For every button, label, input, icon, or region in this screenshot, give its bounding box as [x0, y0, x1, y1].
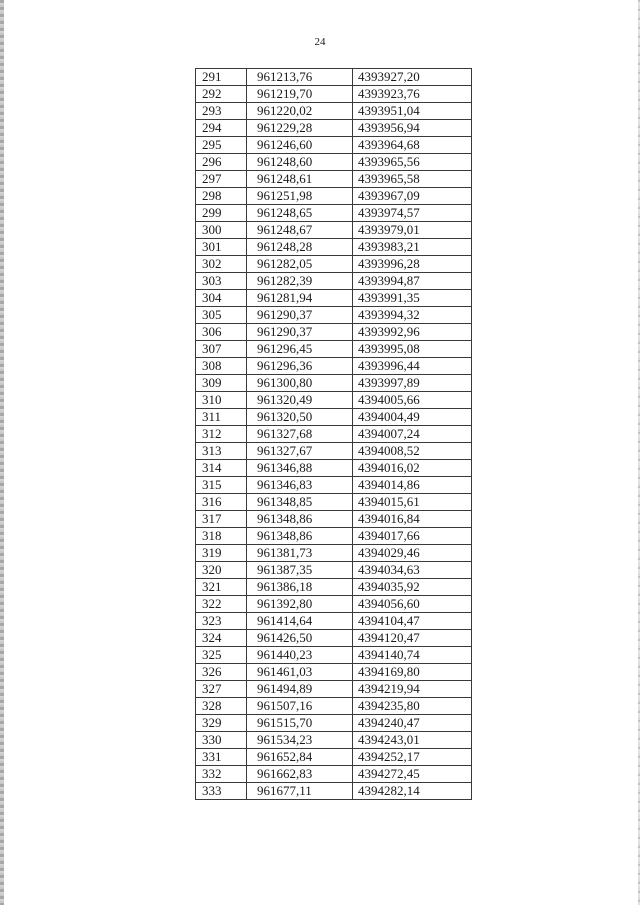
x-coordinate-cell: 961346,83 — [247, 477, 353, 494]
coordinates-table-body — [196, 69, 472, 800]
y-coordinate-cell: 4394035,92 — [353, 579, 472, 596]
y-coordinate-cell: 4394016,02 — [353, 460, 472, 477]
table-row — [196, 579, 472, 596]
x-coordinate-cell: 961282,05 — [247, 256, 353, 273]
y-coordinate-cell: 4394243,01 — [353, 732, 472, 749]
table-row — [196, 528, 472, 545]
point-number-cell: 330 — [196, 732, 247, 749]
point-number-cell: 317 — [196, 511, 247, 528]
x-coordinate-cell: 961381,73 — [247, 545, 353, 562]
table-row — [196, 86, 472, 103]
point-number-cell: 324 — [196, 630, 247, 647]
y-coordinate-cell: 4394004,49 — [353, 409, 472, 426]
x-coordinate-cell: 961296,45 — [247, 341, 353, 358]
table-row — [196, 647, 472, 664]
x-coordinate-cell: 961348,85 — [247, 494, 353, 511]
x-coordinate-cell: 961662,83 — [247, 766, 353, 783]
x-coordinate-cell: 961248,67 — [247, 222, 353, 239]
table-row — [196, 103, 472, 120]
point-number-cell: 327 — [196, 681, 247, 698]
point-number-cell: 319 — [196, 545, 247, 562]
table-row — [196, 596, 472, 613]
x-coordinate-cell: 961461,03 — [247, 664, 353, 681]
point-number-cell: 333 — [196, 783, 247, 800]
x-coordinate-cell: 961346,88 — [247, 460, 353, 477]
table-row — [196, 460, 472, 477]
y-coordinate-cell: 4393994,32 — [353, 307, 472, 324]
y-coordinate-cell: 4394056,60 — [353, 596, 472, 613]
x-coordinate-cell: 961320,50 — [247, 409, 353, 426]
x-coordinate-cell: 961281,94 — [247, 290, 353, 307]
point-number-cell: 320 — [196, 562, 247, 579]
y-coordinate-cell: 4394016,84 — [353, 511, 472, 528]
point-number-cell: 301 — [196, 239, 247, 256]
table-row — [196, 698, 472, 715]
x-coordinate-cell: 961248,65 — [247, 205, 353, 222]
table-row — [196, 511, 472, 528]
x-coordinate-cell: 961251,98 — [247, 188, 353, 205]
point-number-cell: 323 — [196, 613, 247, 630]
table-row — [196, 137, 472, 154]
table-row — [196, 409, 472, 426]
y-coordinate-cell: 4394015,61 — [353, 494, 472, 511]
y-coordinate-cell: 4393967,09 — [353, 188, 472, 205]
table-row — [196, 341, 472, 358]
y-coordinate-cell: 4393979,01 — [353, 222, 472, 239]
point-number-cell: 300 — [196, 222, 247, 239]
x-coordinate-cell: 961507,16 — [247, 698, 353, 715]
y-coordinate-cell: 4394282,14 — [353, 783, 472, 800]
table-row — [196, 307, 472, 324]
point-number-cell: 314 — [196, 460, 247, 477]
point-number-cell: 303 — [196, 273, 247, 290]
y-coordinate-cell: 4393956,94 — [353, 120, 472, 137]
point-number-cell: 309 — [196, 375, 247, 392]
x-coordinate-cell: 961282,39 — [247, 273, 353, 290]
x-coordinate-cell: 961290,37 — [247, 324, 353, 341]
table-row — [196, 222, 472, 239]
point-number-cell: 298 — [196, 188, 247, 205]
point-number-cell: 304 — [196, 290, 247, 307]
point-number-cell: 291 — [196, 69, 247, 86]
table-row — [196, 681, 472, 698]
y-coordinate-cell: 4394219,94 — [353, 681, 472, 698]
y-coordinate-cell: 4394017,66 — [353, 528, 472, 545]
y-coordinate-cell: 4394140,74 — [353, 647, 472, 664]
table-row — [196, 749, 472, 766]
x-coordinate-cell: 961300,80 — [247, 375, 353, 392]
x-coordinate-cell: 961219,70 — [247, 86, 353, 103]
y-coordinate-cell: 4393974,57 — [353, 205, 472, 222]
point-number-cell: 312 — [196, 426, 247, 443]
x-coordinate-cell: 961652,84 — [247, 749, 353, 766]
y-coordinate-cell: 4393996,28 — [353, 256, 472, 273]
y-coordinate-cell: 4393927,20 — [353, 69, 472, 86]
x-coordinate-cell: 961348,86 — [247, 511, 353, 528]
x-coordinate-cell: 961426,50 — [247, 630, 353, 647]
point-number-cell: 292 — [196, 86, 247, 103]
x-coordinate-cell: 961494,89 — [247, 681, 353, 698]
y-coordinate-cell: 4394272,45 — [353, 766, 472, 783]
point-number-cell: 329 — [196, 715, 247, 732]
table-row — [196, 290, 472, 307]
y-coordinate-cell: 4394240,47 — [353, 715, 472, 732]
table-row — [196, 205, 472, 222]
y-coordinate-cell: 4393965,58 — [353, 171, 472, 188]
point-number-cell: 321 — [196, 579, 247, 596]
y-coordinate-cell: 4393995,08 — [353, 341, 472, 358]
point-number-cell: 294 — [196, 120, 247, 137]
point-number-cell: 316 — [196, 494, 247, 511]
y-coordinate-cell: 4394005,66 — [353, 392, 472, 409]
y-coordinate-cell: 4394007,24 — [353, 426, 472, 443]
y-coordinate-cell: 4393923,76 — [353, 86, 472, 103]
x-coordinate-cell: 961386,18 — [247, 579, 353, 596]
x-coordinate-cell: 961440,23 — [247, 647, 353, 664]
point-number-cell: 302 — [196, 256, 247, 273]
x-coordinate-cell: 961213,76 — [247, 69, 353, 86]
table-row — [196, 426, 472, 443]
x-coordinate-cell: 961220,02 — [247, 103, 353, 120]
point-number-cell: 311 — [196, 409, 247, 426]
page-number: 24 — [314, 36, 326, 48]
x-coordinate-cell: 961348,86 — [247, 528, 353, 545]
y-coordinate-cell: 4394104,47 — [353, 613, 472, 630]
table-row — [196, 324, 472, 341]
x-coordinate-cell: 961248,60 — [247, 154, 353, 171]
table-row — [196, 766, 472, 783]
table-row — [196, 358, 472, 375]
x-coordinate-cell: 961320,49 — [247, 392, 353, 409]
point-number-cell: 308 — [196, 358, 247, 375]
x-coordinate-cell: 961246,60 — [247, 137, 353, 154]
point-number-cell: 310 — [196, 392, 247, 409]
y-coordinate-cell: 4393994,87 — [353, 273, 472, 290]
point-number-cell: 305 — [196, 307, 247, 324]
x-coordinate-cell: 961677,11 — [247, 783, 353, 800]
point-number-cell: 331 — [196, 749, 247, 766]
x-coordinate-cell: 961248,28 — [247, 239, 353, 256]
table-row — [196, 443, 472, 460]
y-coordinate-cell: 4393983,21 — [353, 239, 472, 256]
table-row — [196, 494, 472, 511]
y-coordinate-cell: 4394120,47 — [353, 630, 472, 647]
y-coordinate-cell: 4393965,56 — [353, 154, 472, 171]
y-coordinate-cell: 4393964,68 — [353, 137, 472, 154]
point-number-cell: 328 — [196, 698, 247, 715]
table-row — [196, 715, 472, 732]
table-row — [196, 120, 472, 137]
x-coordinate-cell: 961290,37 — [247, 307, 353, 324]
x-coordinate-cell: 961534,23 — [247, 732, 353, 749]
table-row — [196, 239, 472, 256]
y-coordinate-cell: 4393996,44 — [353, 358, 472, 375]
point-number-cell: 299 — [196, 205, 247, 222]
y-coordinate-cell: 4394034,63 — [353, 562, 472, 579]
table-row — [196, 154, 472, 171]
x-coordinate-cell: 961515,70 — [247, 715, 353, 732]
table-row — [196, 273, 472, 290]
y-coordinate-cell: 4394014,86 — [353, 477, 472, 494]
y-coordinate-cell: 4394235,80 — [353, 698, 472, 715]
table-row — [196, 188, 472, 205]
x-coordinate-cell: 961248,61 — [247, 171, 353, 188]
x-coordinate-cell: 961327,68 — [247, 426, 353, 443]
x-coordinate-cell: 961387,35 — [247, 562, 353, 579]
point-number-cell: 318 — [196, 528, 247, 545]
x-coordinate-cell: 961392,80 — [247, 596, 353, 613]
point-number-cell: 322 — [196, 596, 247, 613]
y-coordinate-cell: 4394169,80 — [353, 664, 472, 681]
table-row — [196, 477, 472, 494]
point-number-cell: 307 — [196, 341, 247, 358]
table-row — [196, 630, 472, 647]
point-number-cell: 296 — [196, 154, 247, 171]
point-number-cell: 297 — [196, 171, 247, 188]
table-row — [196, 664, 472, 681]
point-number-cell: 315 — [196, 477, 247, 494]
table-row — [196, 613, 472, 630]
y-coordinate-cell: 4393951,04 — [353, 103, 472, 120]
table-row — [196, 732, 472, 749]
coordinates-table — [195, 68, 472, 800]
table-row — [196, 545, 472, 562]
y-coordinate-cell: 4394252,17 — [353, 749, 472, 766]
point-number-cell: 306 — [196, 324, 247, 341]
table-row — [196, 392, 472, 409]
y-coordinate-cell: 4394029,46 — [353, 545, 472, 562]
point-number-cell: 313 — [196, 443, 247, 460]
point-number-cell: 293 — [196, 103, 247, 120]
scan-edge-left — [0, 0, 4, 905]
table-row — [196, 171, 472, 188]
x-coordinate-cell: 961414,64 — [247, 613, 353, 630]
point-number-cell: 326 — [196, 664, 247, 681]
table-row — [196, 562, 472, 579]
point-number-cell: 332 — [196, 766, 247, 783]
x-coordinate-cell: 961327,67 — [247, 443, 353, 460]
table-row — [196, 375, 472, 392]
y-coordinate-cell: 4394008,52 — [353, 443, 472, 460]
table-row — [196, 783, 472, 800]
x-coordinate-cell: 961229,28 — [247, 120, 353, 137]
y-coordinate-cell: 4393997,89 — [353, 375, 472, 392]
point-number-cell: 295 — [196, 137, 247, 154]
point-number-cell: 325 — [196, 647, 247, 664]
x-coordinate-cell: 961296,36 — [247, 358, 353, 375]
y-coordinate-cell: 4393991,35 — [353, 290, 472, 307]
table-row — [196, 256, 472, 273]
y-coordinate-cell: 4393992,96 — [353, 324, 472, 341]
table-row — [196, 69, 472, 86]
